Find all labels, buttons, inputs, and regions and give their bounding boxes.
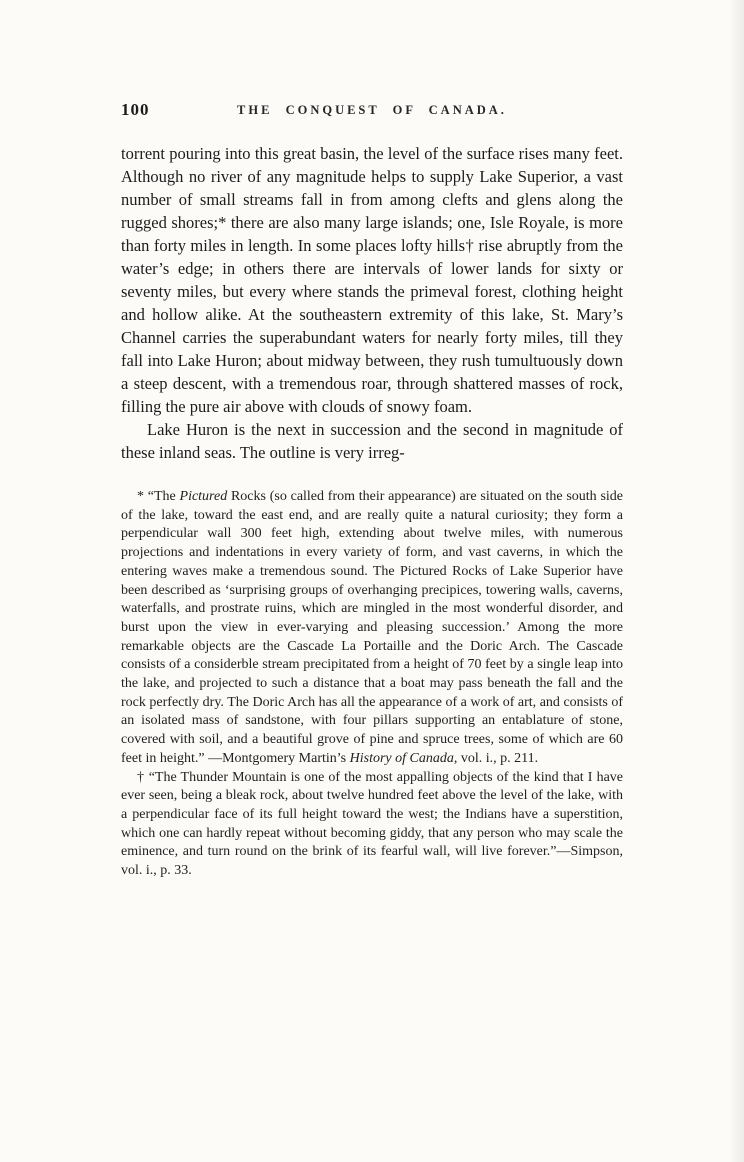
running-title: THE CONQUEST OF CANADA.: [237, 103, 507, 117]
asterisk-marker: *: [137, 489, 144, 504]
page-number: 100: [121, 100, 150, 119]
footnotes-section: [121, 488, 623, 881]
dagger-marker: †: [137, 769, 145, 785]
text-column: [121, 0, 623, 881]
footnote-asterisk: [121, 488, 623, 769]
paragraph-1: torrent pouring into this great basin, the level of the surface rises many feet. Although no river of any magnitude helps to supply Lake Superior, a vast number of small streams fall in from among clefts and glens along the rugged shores;* there are also many large islands; one, Isle Royale, is more than forty miles in length. In some places lofty hills† rise abruptly from the water’s edge; in others there are intervals of lower lands for sixty or seventy miles, but every where stands the primeval forest, clothing height and hollow alike. At the southeastern extremity of this lake, St. Mary’s Channel carries the superabundant waters for nearly forty miles, till they fall into Lake Huron; about midway between, they rush tumultuously down a steep descent, with a tremendous roar, through shattered masses of rock, filling the pure air above with clouds of snowy foam.: [121, 144, 623, 416]
footnote-text-segment: Rocks (so called from their appearance) are situated on the south side of the lake, toward the east end, and are really quite a natural curiosity; they form a perpendicular wall 300 feet high, extending about twelve miles, with numerous projections and indentations in every variety of form, and vast caverns, in which the entering waves make a tremendous sound. The Pictured Rocks of Lake Superior have been described as ‘surprising groups of overhanging precipices, towering walls, caverns, waterfalls, and prostrate ruins, which are mingled in the most wonderful disorder, and burst upon the view in ever-varying and pleasing succession.’ Among the more remarkable objects are the Cascade La Portaille and the Doric Arch. The Cascade consists of a considerble stream precipitated from a height of 70 feet by a single leap into the lake, and projected to such a distance that a boat may pass beneath the fall and the rock perfectly dry. The Doric Arch has all the appearance of a work of art, and consists of an isolated mass of sandstone, with four pillars supporting an entablature of stone, covered with soil, and a beautiful grove of pine and spruce trees, some of which are 60 feet in height.” —Montgomery Martin’s: [121, 489, 623, 766]
footnote-text-segment: , vol. i., p. 211.: [453, 750, 539, 766]
footnote-text-segment: “The: [144, 489, 180, 504]
main-text: [121, 142, 623, 464]
footnote-text-segment: “The Thunder Mountain is one of the most appalling objects of the kind that I have ever seen, being a bleak rock, about twelve hundred feet above the level of the lake, with a perpendicular face of its full height toward the west; the Indians have a superstition, which one can hardly repeat without becoming giddy, that any person who may scale the eminence, and turn round on the brink of its fearful wall, will live forever.”—Simpson, vol. i., p. 33.: [121, 769, 623, 879]
footnote-dagger: [121, 769, 623, 881]
page-header: [121, 100, 623, 122]
footnote-italic-pictured: Pictured: [179, 489, 228, 504]
paragraph-2: Lake Huron is the next in succession and the second in magnitude of these inland seas. The outline is very irreg-: [121, 420, 623, 462]
footnote-italic-history-of-canada: History of Canada: [349, 750, 454, 766]
